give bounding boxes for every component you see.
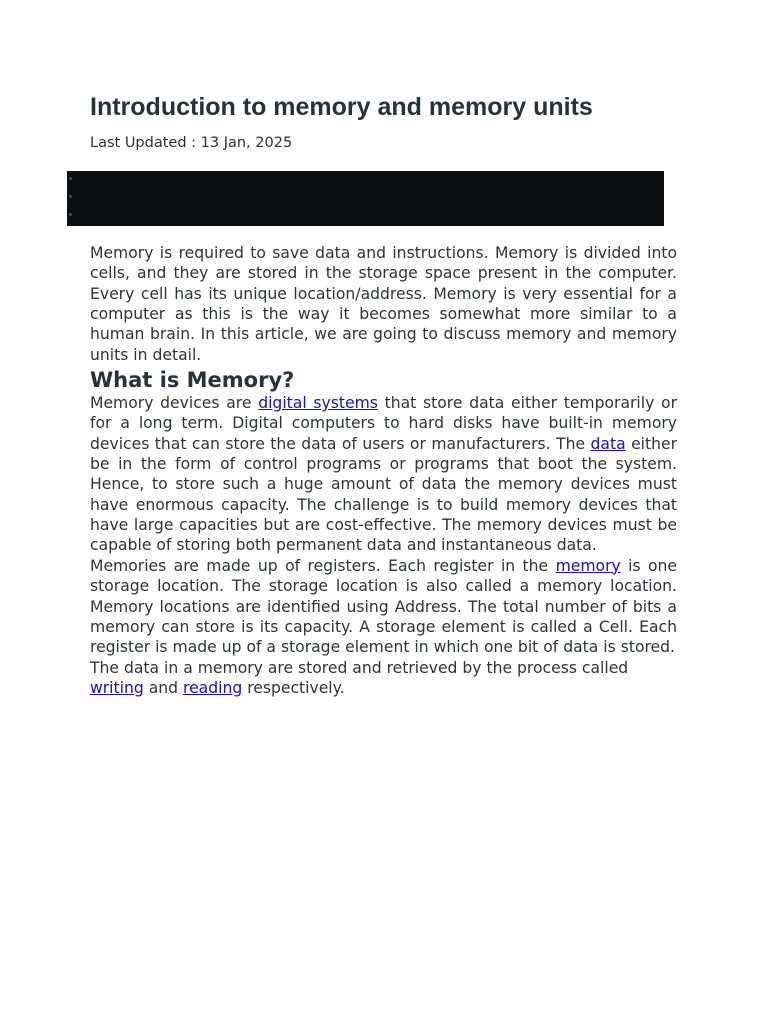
writing-link[interactable]: writing bbox=[90, 678, 144, 697]
article-body bbox=[90, 243, 677, 698]
intro-paragraph: Memory is required to save data and instructions. Memory is divided into cells, and they are stored in the storage space present in the computer. Every cell has its unique location/address. Memory is very essential for a computer as this is the way it becomes somewhat more similar to a human brain. In this article, we are going to discuss memory and memory units in detail. bbox=[90, 244, 677, 364]
data-link[interactable]: data bbox=[590, 434, 626, 453]
embedded-video-player[interactable] bbox=[67, 171, 664, 226]
paragraph-text: and bbox=[143, 678, 183, 697]
reading-link[interactable]: reading bbox=[183, 678, 243, 697]
paragraph-text: either be in the form of control programs or programs that boot the system. Hence, to store such a huge amount of data the memory devices must have enormous capacity. The challenge is to build memory devices that have large capacities but are cost-effective. The memory devices must be capable of storing both permanent data and instantaneous data. bbox=[90, 434, 677, 555]
paragraph-text: Memory devices are bbox=[90, 394, 259, 413]
last-updated-date: Last Updated : 13 Jan, 2025 bbox=[90, 135, 293, 151]
registers-paragraph bbox=[90, 556, 677, 658]
memory-devices-paragraph bbox=[90, 393, 677, 556]
paragraph-text: The data in a memory are stored and retrieved by the process called bbox=[90, 658, 629, 677]
paragraph-text: that store data either temporarily or for a long term. Digital computers to hard disks have built-in memory devices that can store the data of users or manufacturers. The bbox=[90, 394, 678, 453]
player-control-dot-icon bbox=[69, 177, 72, 180]
paragraph-text: is one storage location. The storage location is also called a memory location. Memory locations are identified using Address. The total number of bits a memory can store is its capacity. A storage element is called a Cell. Each register is made up of a storage element in which one bit of data is stored. bbox=[90, 556, 677, 657]
player-control-dot-icon bbox=[69, 213, 72, 216]
paragraph-text: respectively. bbox=[242, 678, 345, 697]
paragraph-text: Memories are made up of registers. Each register in the bbox=[90, 556, 556, 575]
article-title: Introduction to memory and memory units bbox=[90, 93, 593, 121]
memory-link[interactable]: memory bbox=[555, 556, 621, 575]
section-heading-what-is-memory: What is Memory? bbox=[90, 368, 295, 393]
digital-systems-link[interactable]: digital systems bbox=[258, 394, 378, 413]
player-control-dot-icon bbox=[69, 195, 72, 198]
read-write-paragraph bbox=[90, 658, 677, 699]
